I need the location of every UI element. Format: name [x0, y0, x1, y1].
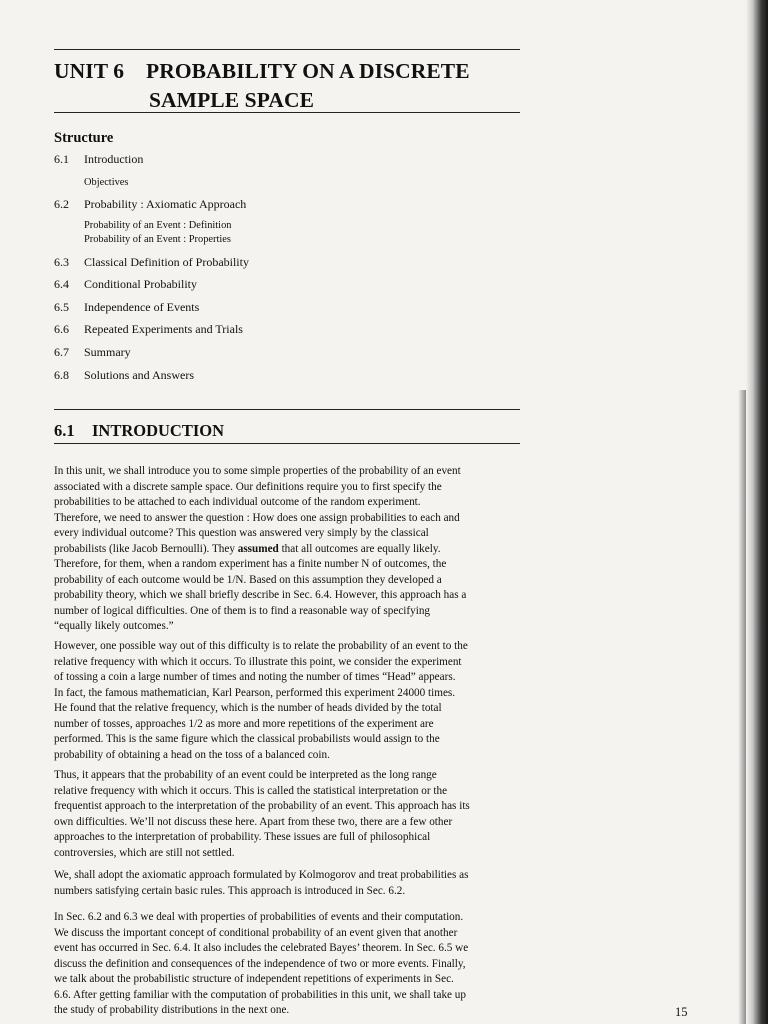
- text-line: We discuss the important concept of conditional probability of an event given that another: [54, 926, 458, 939]
- toc-item-label: Solutions and Answers: [84, 368, 195, 382]
- scan-shadow-inner: [738, 390, 746, 1024]
- toc-item-label: Summary: [84, 345, 131, 359]
- toc-item-6-7: [54, 345, 131, 360]
- paragraph-3: [54, 768, 524, 861]
- text-line: numbers satisfying certain basic rules. This approach is introduced in Sec. 6.2.: [54, 884, 406, 897]
- top-rule: [54, 49, 520, 50]
- toc-item-label: Introduction: [84, 152, 144, 166]
- toc-item-6-5: [54, 300, 199, 315]
- text-line: controversies, which are still not settled.: [54, 846, 235, 859]
- text-line: number of tosses, approaches 1/2 as more and more repetitions of the experiment are: [54, 717, 434, 730]
- text-line: Therefore, for them, when a random experiment has a finite number N of outcomes, the: [54, 558, 447, 570]
- text-line-with-emphasis: [54, 542, 524, 558]
- text-line: own difficulties. We’ll not discuss these here. Apart from these two, there are a few other: [54, 815, 453, 828]
- toc-subitem-objectives: Objectives: [84, 177, 129, 188]
- text-segment: probabilists (like Jacob Bernoulli). They: [54, 542, 235, 555]
- toc-item-number: 6.5: [54, 300, 69, 314]
- toc-item-label: Classical Definition of Probability: [84, 255, 249, 269]
- text-line: “equally likely outcomes.”: [54, 620, 174, 632]
- section-top-rule: [54, 409, 520, 410]
- text-line: we talk about the probabilistic structure of independent repetitions of experiments in Sec.: [54, 973, 454, 985]
- text-line: In this unit, we shall introduce you to some simple properties of the probability of an event: [54, 465, 461, 477]
- scan-shadow-edge: [746, 0, 768, 1024]
- toc-item-number: 6.3: [54, 255, 69, 269]
- toc-subitem-event-definition: Probability of an Event : Definition: [84, 220, 232, 231]
- toc-item-number: 6.1: [54, 152, 69, 166]
- text-segment: that all outcomes are equally likely.: [281, 542, 441, 555]
- toc-item-6-1: [54, 152, 143, 167]
- text-line: probability of each outcome would be 1/N. Based on this assumption they developed a: [54, 573, 442, 586]
- toc-item-number: 6.8: [54, 368, 69, 382]
- toc-item-number: 6.7: [54, 345, 69, 359]
- toc-subitem-event-properties: Probability of an Event : Properties: [84, 234, 231, 245]
- text-line: discuss the definition and consequences of the independence of two or more events. Finally,: [54, 957, 466, 970]
- page-number: 15: [675, 1005, 688, 1019]
- text-line: In fact, the famous mathematician, Karl Pearson, performed this experiment 24000 times.: [54, 686, 456, 699]
- text-line: We, shall adopt the axiomatic approach formulated by Kolmogorov and treat probabilities as: [54, 869, 469, 881]
- toc-item-number: 6.2: [54, 197, 69, 211]
- section-number: 6.1: [54, 421, 75, 440]
- text-line: relative frequency with which it occurs. This is called the statistical interpretation or the: [54, 784, 448, 797]
- unit-number: UNIT 6: [54, 59, 125, 83]
- section-heading: [54, 421, 224, 441]
- text-line: probabilities to be attached to each individual outcome of the random experiment.: [54, 496, 421, 508]
- text-line: In Sec. 6.2 and 6.3 we deal with properties of probabilities of events and their computation.: [54, 911, 464, 923]
- toc-item-6-8: [54, 368, 194, 383]
- toc-item-label: Independence of Events: [84, 300, 200, 314]
- text-line: He found that the relative frequency, which is the number of heads divided by the total: [54, 702, 442, 714]
- text-line: relative frequency with which it occurs. To illustrate this point, we consider the experiment: [54, 655, 462, 668]
- unit-title-line2: SAMPLE SPACE: [149, 88, 315, 112]
- text-line: approaches to the interpretation of probability. These issues are full of philosophical: [54, 831, 431, 843]
- toc-item-6-4: [54, 277, 197, 292]
- title-bottom-rule: [54, 112, 520, 113]
- structure-heading: Structure: [54, 130, 114, 146]
- text-line: Therefore, we need to answer the question : How does one assign probabilities to each and: [54, 511, 460, 524]
- text-line: every individual outcome? This question was answered very simply by the classical: [54, 527, 429, 539]
- toc-item-label: Conditional Probability: [84, 277, 197, 291]
- text-line: probability of obtaining a head on the toss of a balanced coin.: [54, 748, 330, 761]
- paragraph-5: [54, 910, 524, 1019]
- text-line: performed. This is the same figure which the classical probabilists would assign to the: [54, 733, 440, 745]
- text-line: frequentist approach to the interpretation of the probability of an event. This approach has its: [54, 800, 470, 812]
- section-bottom-rule: [54, 443, 520, 444]
- toc-item-6-3: [54, 255, 249, 270]
- text-line: event has occurred in Sec. 6.4. It also includes the celebrated Bayes’ theorem. In Sec. 6.5 we: [54, 942, 469, 954]
- text-line: number of logical difficulties. One of them is to find a reasonable way of specifying: [54, 604, 431, 617]
- section-title: INTRODUCTION: [92, 421, 225, 440]
- emphasis-assumed: assumed: [237, 542, 279, 555]
- text-line: 6.6. After getting familiar with the computation of probabilities in this unit, we shall take up: [54, 988, 466, 1001]
- unit-title: [54, 57, 524, 115]
- text-line: of tossing a coin a large number of times and noting the number of times “Head” appears.: [54, 671, 456, 683]
- toc-item-6-6: [54, 322, 243, 337]
- text-line: the study of probability distributions in the next one.: [54, 1004, 290, 1016]
- text-line: associated with a discrete sample space. Our definitions require you to first specify the: [54, 480, 442, 493]
- paragraph-4: [54, 868, 524, 899]
- toc-item-number: 6.4: [54, 277, 69, 291]
- text-line: However, one possible way out of this difficulty is to relate the probability of an event to the: [54, 640, 468, 652]
- toc-item-label: Probability : Axiomatic Approach: [84, 197, 247, 211]
- paragraph-1: [54, 464, 524, 635]
- text-line: probability theory, which we shall briefly describe in Sec. 6.4. However, this approach has a: [54, 589, 467, 601]
- text-line: Thus, it appears that the probability of an event could be interpreted as the long range: [54, 769, 437, 781]
- unit-title-line1: PROBABILITY ON A DISCRETE: [146, 59, 470, 83]
- toc-item-number: 6.6: [54, 322, 69, 336]
- toc-item-label: Repeated Experiments and Trials: [84, 322, 243, 336]
- paragraph-2: [54, 639, 524, 763]
- toc-item-6-2: [54, 197, 246, 212]
